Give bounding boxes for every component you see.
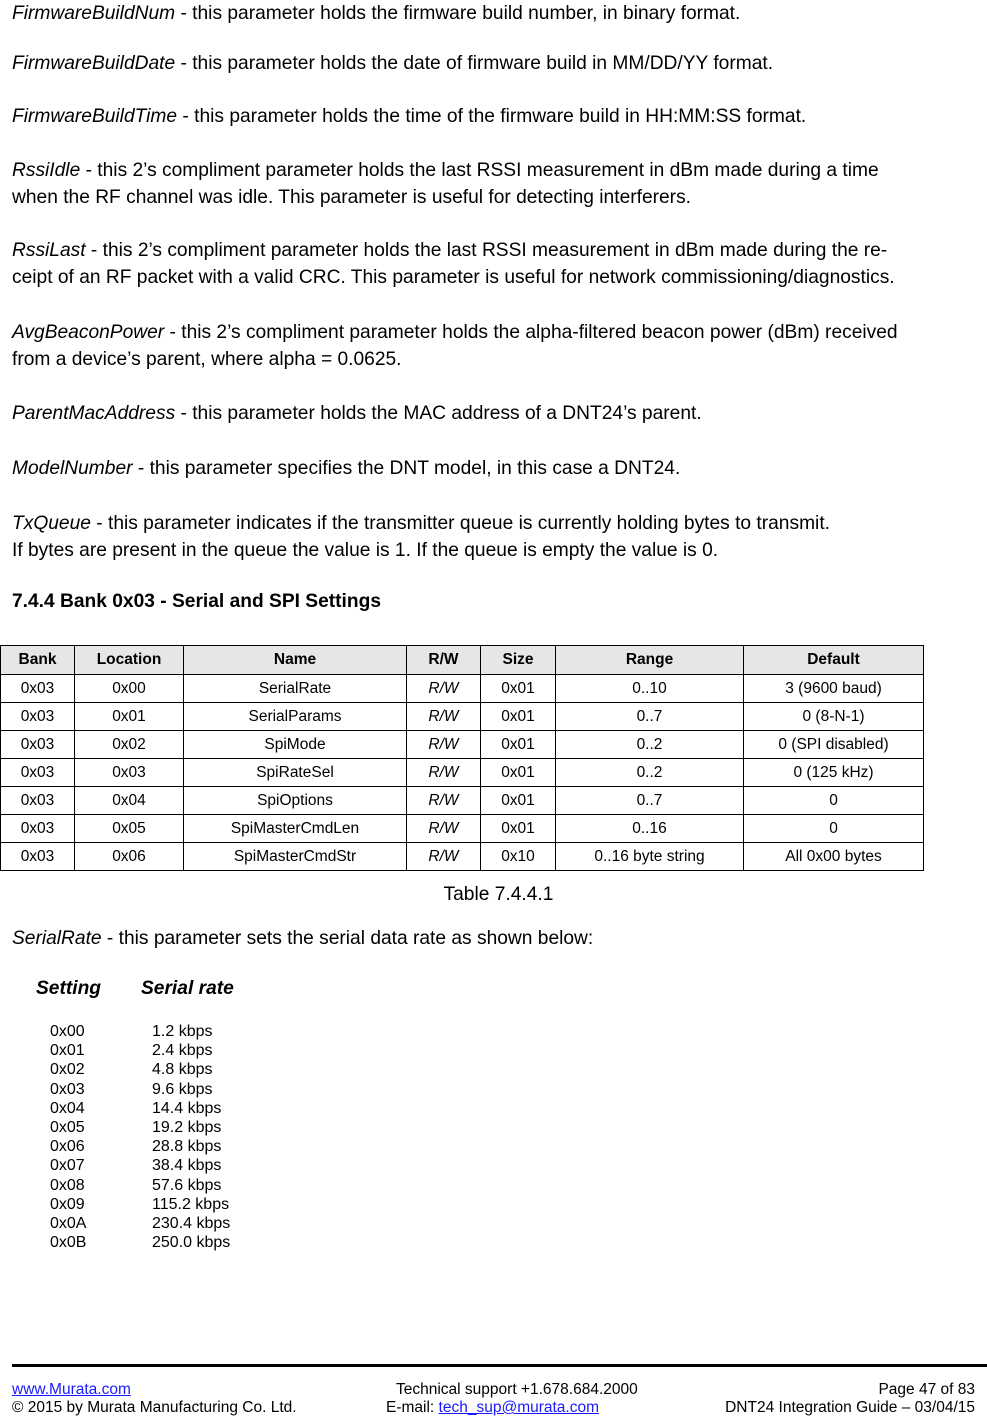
table-row (1, 815, 924, 843)
section-heading: 7.4.4 Bank 0x03 - Serial and SPI Settings (12, 591, 381, 612)
bank-0x03-table (0, 645, 924, 871)
table-cell: 0x06 (75, 843, 184, 871)
setting-value: 0x09 (50, 1195, 85, 1213)
table-cell: R/W (407, 843, 481, 871)
table-cell: 0x03 (1, 815, 75, 843)
rate-value: 14.4 kbps (152, 1099, 222, 1117)
email-label: E-mail: (386, 1399, 439, 1416)
setting-value: 0x02 (50, 1061, 85, 1079)
parameter-paragraph (12, 400, 702, 427)
table-cell: R/W (407, 703, 481, 731)
parameter-term: TxQueue (12, 513, 91, 534)
parameter-text: - this parameter holds the time of the firmware build in HH:MM:SS format. (177, 106, 807, 127)
table-row (1, 787, 924, 815)
parameter-paragraph (12, 0, 740, 27)
parameter-text: - this 2’s compliment parameter holds the last RSSI measurement in dBm made during the re- (85, 240, 888, 261)
parameter-text-continued: ceipt of an RF packet with a valid CRC. This parameter is useful for network commissioning/diagnostics. (12, 267, 895, 288)
table-cell: 0x01 (75, 703, 184, 731)
table-cell: 0x04 (75, 787, 184, 815)
footer-rule (12, 1364, 987, 1367)
table-cell: 0x03 (75, 759, 184, 787)
table-row (1, 759, 924, 787)
table-cell: 0 (744, 815, 924, 843)
parameter-text: - this parameter holds the firmware build number, in binary format. (175, 3, 741, 24)
column-header: Size (481, 646, 556, 675)
table-cell: R/W (407, 787, 481, 815)
setting-value: 0x06 (50, 1138, 85, 1156)
rate-value: 230.4 kbps (152, 1215, 231, 1232)
parameter-text: - this 2’s compliment parameter holds the alpha-filtered beacon power (dBm) received (164, 322, 898, 343)
parameter-paragraph (12, 510, 830, 564)
setting-column-header: Setting (36, 978, 102, 999)
table-cell: 0x01 (481, 675, 556, 703)
parameter-text-continued: If bytes are present in the queue the value is 1. If the queue is empty the value is 0. (12, 540, 719, 561)
table-cell: 0..7 (556, 703, 744, 731)
parameter-text-continued: from a device’s parent, where alpha = 0.0625. (12, 349, 402, 370)
table-cell: 0..16 (556, 815, 744, 843)
table-cell: 0x03 (1, 703, 75, 731)
parameter-term: AvgBeaconPower (12, 322, 165, 343)
support-phone: Technical support +1.678.684.2000 (396, 1381, 638, 1398)
page-number: Page 47 of 83 (878, 1381, 975, 1398)
parameter-term: RssiLast (12, 240, 86, 261)
table-cell: 0x02 (75, 731, 184, 759)
parameter-text: - this parameter holds the date of firmware build in MM/DD/YY format. (175, 53, 774, 74)
column-header: R/W (407, 646, 481, 675)
rate-value: 28.8 kbps (152, 1138, 222, 1156)
serial-rate-column-header: Serial rate (141, 978, 234, 999)
rate-value: 57.6 kbps (152, 1176, 222, 1194)
table-cell: 0x05 (75, 815, 184, 843)
parameter-paragraph (12, 319, 898, 373)
email-line (386, 1399, 599, 1417)
table-cell: 0..2 (556, 731, 744, 759)
table-cell: 0..10 (556, 675, 744, 703)
parameter-paragraph (12, 237, 895, 291)
parameter-term: ModelNumber (12, 458, 133, 479)
parameter-text: - this parameter indicates if the transmitter queue is currently holding bytes to transmit. (90, 513, 830, 534)
table-cell: 3 (9600 baud) (744, 675, 924, 703)
setting-value: 0x01 (50, 1042, 85, 1060)
copyright: © 2015 by Murata Manufacturing Co. Ltd. (12, 1399, 297, 1416)
column-header: Range (556, 646, 744, 675)
serialrate-description (12, 925, 593, 952)
column-header: Location (75, 646, 184, 675)
table-cell: 0x03 (1, 731, 75, 759)
parameter-paragraph (12, 157, 879, 211)
email-link[interactable]: tech_sup@murata.com (438, 1399, 600, 1416)
table-header-row (1, 646, 924, 675)
table-cell: R/W (407, 675, 481, 703)
column-header: Default (744, 646, 924, 675)
table-cell: 0 (744, 787, 924, 815)
table-cell: 0 (SPI disabled) (744, 731, 924, 759)
table-cell: R/W (407, 731, 481, 759)
table-cell: SpiMasterCmdStr (184, 843, 407, 871)
table-cell: 0..7 (556, 787, 744, 815)
website-link[interactable]: www.Murata.com (12, 1381, 131, 1398)
setting-value: 0x04 (50, 1099, 85, 1117)
table-caption: Table 7.4.4.1 (443, 884, 554, 905)
parameter-term: RssiIdle (12, 160, 81, 181)
rate-value: 38.4 kbps (152, 1157, 222, 1175)
table-cell: SerialParams (184, 703, 407, 731)
parameter-text-continued: when the RF channel was idle. This parameter is useful for detecting interferers. (12, 187, 692, 208)
serialrate-term: SerialRate (12, 928, 102, 949)
table-cell: 0x01 (481, 703, 556, 731)
rate-value: 19.2 kbps (152, 1119, 222, 1136)
parameter-term: FirmwareBuildTime (12, 106, 178, 127)
parameter-text: - this parameter holds the MAC address of a DNT24’s parent. (175, 403, 702, 424)
rate-value: 9.6 kbps (152, 1080, 213, 1098)
setting-value: 0x05 (50, 1119, 85, 1136)
rate-value: 250.0 kbps (152, 1234, 231, 1252)
table-cell: R/W (407, 815, 481, 843)
table-cell: 0x03 (1, 675, 75, 703)
table-cell: All 0x00 bytes (744, 843, 924, 871)
rate-value: 1.2 kbps (152, 1023, 213, 1040)
table-cell: 0x10 (481, 843, 556, 871)
parameter-term: FirmwareBuildNum (12, 3, 176, 24)
parameter-paragraph (12, 50, 773, 77)
table-cell: 0x03 (1, 787, 75, 815)
table-cell: SpiMode (184, 731, 407, 759)
table-cell: SpiMasterCmdLen (184, 815, 407, 843)
parameter-paragraph (12, 103, 806, 130)
table-cell: 0x01 (481, 815, 556, 843)
table-cell: 0x01 (481, 731, 556, 759)
parameter-term: ParentMacAddress (12, 403, 176, 424)
setting-value: 0x00 (50, 1023, 85, 1040)
table-cell: 0x00 (75, 675, 184, 703)
table-cell: 0x03 (1, 843, 75, 871)
table-cell: 0x01 (481, 759, 556, 787)
table-row (1, 731, 924, 759)
serialrate-text: - this parameter sets the serial data rate as shown below: (101, 928, 594, 949)
parameter-text: - this 2’s compliment parameter holds the last RSSI measurement in dBm made during a time (80, 160, 879, 181)
table-cell: 0x03 (1, 759, 75, 787)
rate-value: 4.8 kbps (152, 1061, 213, 1079)
table-cell: SpiOptions (184, 787, 407, 815)
setting-value: 0x03 (50, 1080, 85, 1098)
table-cell: 0x01 (481, 787, 556, 815)
table-row (1, 675, 924, 703)
setting-value: 0x0B (50, 1234, 87, 1252)
setting-value: 0x0A (50, 1215, 87, 1232)
parameter-term: FirmwareBuildDate (12, 53, 176, 74)
setting-value: 0x07 (50, 1157, 85, 1175)
table-cell: 0 (8-N-1) (744, 703, 924, 731)
table-cell: SpiRateSel (184, 759, 407, 787)
column-header: Bank (1, 646, 75, 675)
parameter-text: - this parameter specifies the DNT model, in this case a DNT24. (132, 458, 681, 479)
table-cell: 0..16 byte string (556, 843, 744, 871)
guide-title: DNT24 Integration Guide – 03/04/15 (725, 1399, 975, 1416)
parameter-paragraph (12, 455, 680, 482)
table-cell: 0 (125 kHz) (744, 759, 924, 787)
table-cell: 0..2 (556, 759, 744, 787)
rate-value: 2.4 kbps (152, 1042, 213, 1060)
table-cell: R/W (407, 759, 481, 787)
table-cell: SerialRate (184, 675, 407, 703)
table-row (1, 703, 924, 731)
column-header: Name (184, 646, 407, 675)
setting-value: 0x08 (50, 1176, 85, 1194)
rate-value: 115.2 kbps (152, 1195, 230, 1213)
table-row (1, 843, 924, 871)
